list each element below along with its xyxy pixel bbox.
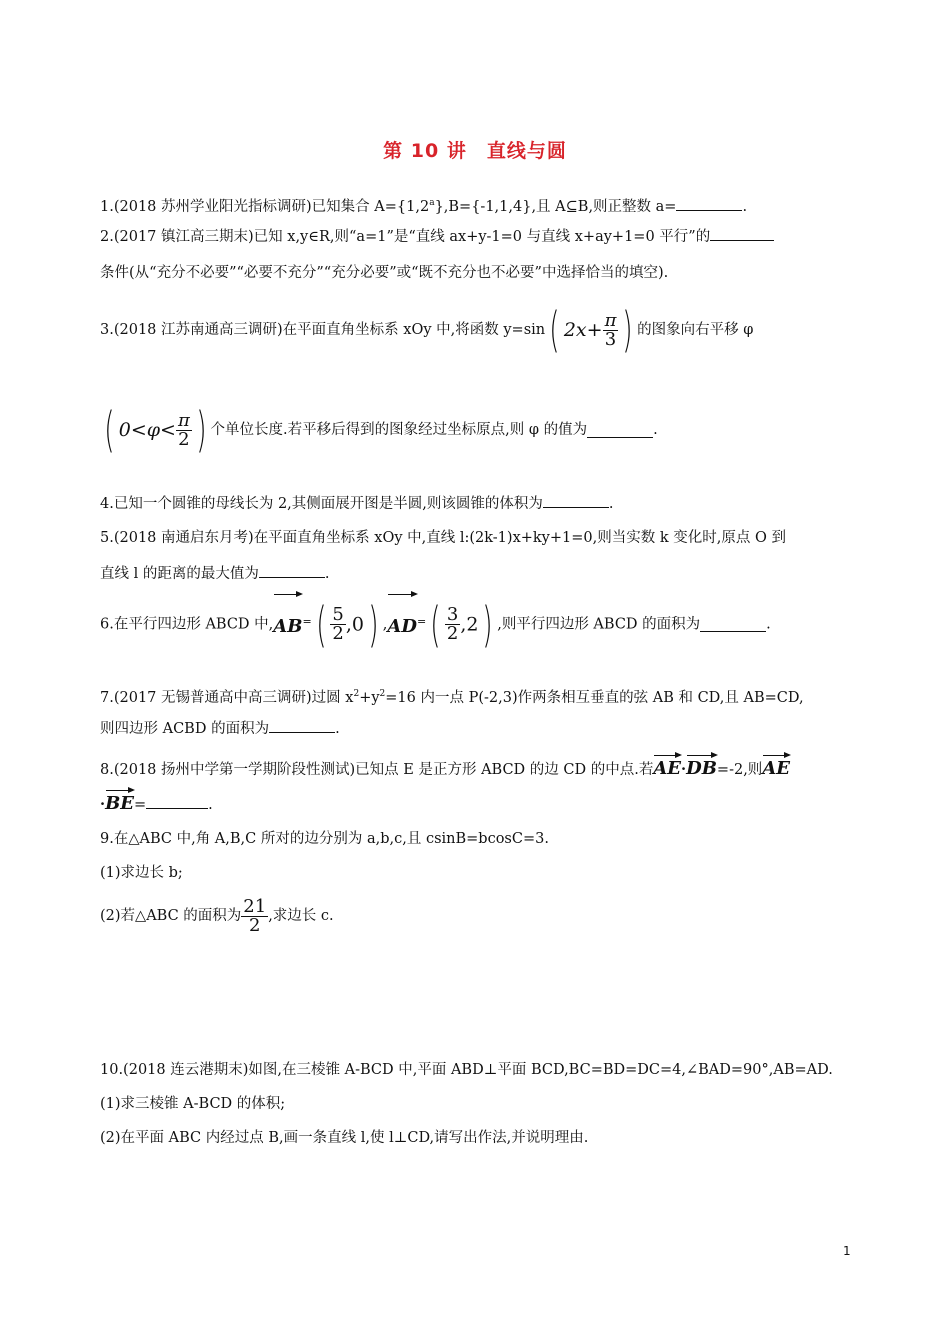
- page-number: 1: [843, 1244, 851, 1258]
- vector-ab: AB: [273, 592, 302, 657]
- q9-part-1: (1)求边长 b;: [100, 865, 183, 881]
- q1-sup: a: [429, 198, 435, 208]
- q4-text: 4.已知一个圆锥的母线长为 2,其侧面展开图是半圆,则该圆锥的体积为: [100, 496, 543, 512]
- q6-paren-1r: ): [368, 596, 379, 653]
- page-title: 第 10 讲 直线与圆: [383, 140, 567, 162]
- q6-eq-2: =: [416, 615, 427, 628]
- q9-frac-num: 21: [243, 895, 267, 917]
- q8-text: 8.(2018 扬州中学第一学期阶段性测试)已知点 E 是正方形 ABCD 的边 CD 的中点.若: [100, 762, 654, 778]
- q6-answer-blank[interactable]: [700, 617, 766, 632]
- question-10-part-1: [100, 1093, 285, 1115]
- q6-coord-2: ,2: [460, 613, 479, 636]
- q6-paren-1l: (: [315, 596, 327, 653]
- q1-text: 1.(2018 苏州学业阳光指标调研)已知集合 A={1,2: [100, 198, 430, 215]
- question-9-part-1: [100, 862, 183, 884]
- question-4: [100, 493, 614, 515]
- q4-end: .: [608, 496, 614, 512]
- q10-part-1: (1)求三棱锥 A-BCD 的体积;: [100, 1096, 286, 1112]
- q3-arg: 2x+: [563, 319, 603, 341]
- vector-ae: AE: [653, 753, 681, 780]
- vector-db: DB: [686, 753, 717, 780]
- q6-text: 6.在平行四边形 ABCD 中,: [100, 616, 274, 633]
- q5-answer-blank[interactable]: [259, 563, 325, 578]
- question-6: [100, 592, 771, 652]
- question-7: [100, 683, 804, 709]
- q7-text-2: =16 内一点 P(-2,3)作两条相互垂直的弦 AB 和 CD,且 AB=CD,: [385, 689, 804, 706]
- q6-text-2: ,则平行四边形 ABCD 的面积为: [497, 616, 701, 633]
- q4-answer-blank[interactable]: [543, 493, 609, 508]
- q7-sup-1: 2: [353, 689, 360, 699]
- question-3: [100, 300, 753, 360]
- q3-text-2: 的图象向右平移 φ: [637, 322, 754, 338]
- q6-paren-2l: (: [430, 596, 441, 653]
- q1-text-2: },B={-1,1,4},且 A⊆B,则正整数 a=: [434, 198, 677, 215]
- q3-cond-den: 2: [178, 428, 190, 450]
- q7-end: .: [335, 721, 340, 737]
- q2-answer-blank[interactable]: [710, 226, 774, 241]
- vector-ae-2: AE: [762, 753, 790, 780]
- q8-text-2: =-2,则: [716, 762, 763, 778]
- q6-eq-1: =: [302, 615, 312, 628]
- q7-text: 7.(2017 无锡普通高中高三调研)过圆 x: [100, 689, 354, 706]
- question-10-part-2: [100, 1127, 588, 1149]
- question-5: [100, 527, 786, 549]
- vector-be: BE: [105, 788, 134, 815]
- q3-cond-num: π: [177, 409, 190, 431]
- q3-frac-num: π: [604, 309, 617, 331]
- q5-line-1: 5.(2018 南通启东月考)在平面直角坐标系 xOy 中,直线 l:(2k-1)x+ky+1=0,则当实数 k 变化时,原点 O 到: [100, 530, 786, 546]
- q8-eq: =: [134, 797, 147, 813]
- q6-end: .: [766, 616, 771, 633]
- q6-paren-2r: ): [482, 596, 494, 653]
- question-8-line-2: [100, 788, 213, 816]
- q3-cond-right-paren: ): [196, 402, 207, 458]
- q6-f1-num: 5: [332, 604, 344, 625]
- q3-frac-den: 3: [604, 328, 617, 350]
- question-2: [100, 226, 774, 248]
- q8-dot: ·: [681, 761, 687, 778]
- q9-part-2-text: (2)若△ABC 的面积为: [100, 908, 242, 924]
- question-9-part-2: [100, 888, 334, 944]
- q7-line-2: 则四边形 ACBD 的面积为: [100, 721, 270, 737]
- question-7-line-2: [100, 718, 340, 740]
- q9-part-2-text-2: ,求边长 c.: [268, 908, 334, 924]
- q10-line-1: 10.(2018 连云港期末)如图,在三棱锥 A-BCD 中,平面 ABD⊥平面 BCD,BC=BD=DC=4,∠BAD=90°,AB=AD.: [100, 1062, 833, 1078]
- q6-f1-den: 2: [332, 623, 344, 644]
- vector-ad: AD: [387, 592, 417, 657]
- question-5-line-2: [100, 563, 329, 585]
- q3-end: .: [653, 422, 658, 438]
- q7-mid: +y: [359, 689, 380, 706]
- q6-f2-num: 3: [446, 604, 459, 625]
- q5-line-2: 直线 l 的距离的最大值为: [100, 566, 259, 582]
- q7-answer-blank[interactable]: [269, 718, 335, 733]
- q3-text-3: 个单位长度.若平移后得到的图象经过坐标原点,则 φ 的值为: [210, 422, 588, 438]
- question-8: [100, 753, 790, 781]
- q8-answer-blank[interactable]: [146, 794, 208, 809]
- q9-fraction: [241, 895, 268, 936]
- q3-cond-fraction: [176, 409, 192, 450]
- q6-fraction-2: [445, 606, 460, 643]
- q3-text: 3.(2018 江苏南通高三调研)在平面直角坐标系 xOy 中,将函数 y=sin: [100, 322, 546, 338]
- q8-dot-2: ·: [100, 796, 106, 813]
- q8-end: .: [208, 797, 213, 813]
- q6-coord-1: ,0: [345, 613, 365, 636]
- q3-answer-blank[interactable]: [587, 423, 653, 438]
- q6-sep: ,: [382, 616, 388, 633]
- q7-sup-2: 2: [379, 689, 386, 699]
- q9-frac-den: 2: [249, 914, 261, 936]
- q3-left-paren: (: [549, 302, 560, 358]
- question-2-line-2: [100, 262, 668, 284]
- q2-line-1: 2.(2017 镇江高三期末)已知 x,y∈R,则“a=1”是“直线 ax+y-1=0 与直线 x+ay+1=0 平行”的: [100, 229, 711, 245]
- q3-right-paren: ): [622, 302, 633, 358]
- question-1: [100, 192, 747, 218]
- q10-part-2: (2)在平面 ABC 内经过点 B,画一条直线 l,使 l⊥CD,请写出作法,并说明理由.: [100, 1130, 589, 1146]
- question-9: [100, 828, 549, 850]
- q3-fraction: [603, 309, 619, 350]
- q1-answer-blank[interactable]: [676, 196, 742, 211]
- q9-line-1: 9.在△ABC 中,角 A,B,C 所对的边分别为 a,b,c,且 csinB=bcosC=3.: [100, 831, 549, 847]
- q3-cond-left-paren: (: [104, 402, 115, 458]
- q6-fraction-1: [330, 606, 345, 643]
- q5-end: .: [324, 566, 330, 582]
- q2-line-2: 条件(从“充分不必要”“必要不充分”“充分必要”或“既不充分也不必要”中选择恰当的填空).: [100, 265, 669, 281]
- q3-condition: 0<φ<: [118, 419, 176, 441]
- q6-f2-den: 2: [446, 623, 459, 644]
- question-3-line-2: [100, 400, 658, 460]
- question-10: [100, 1059, 833, 1081]
- q1-end: .: [742, 198, 748, 215]
